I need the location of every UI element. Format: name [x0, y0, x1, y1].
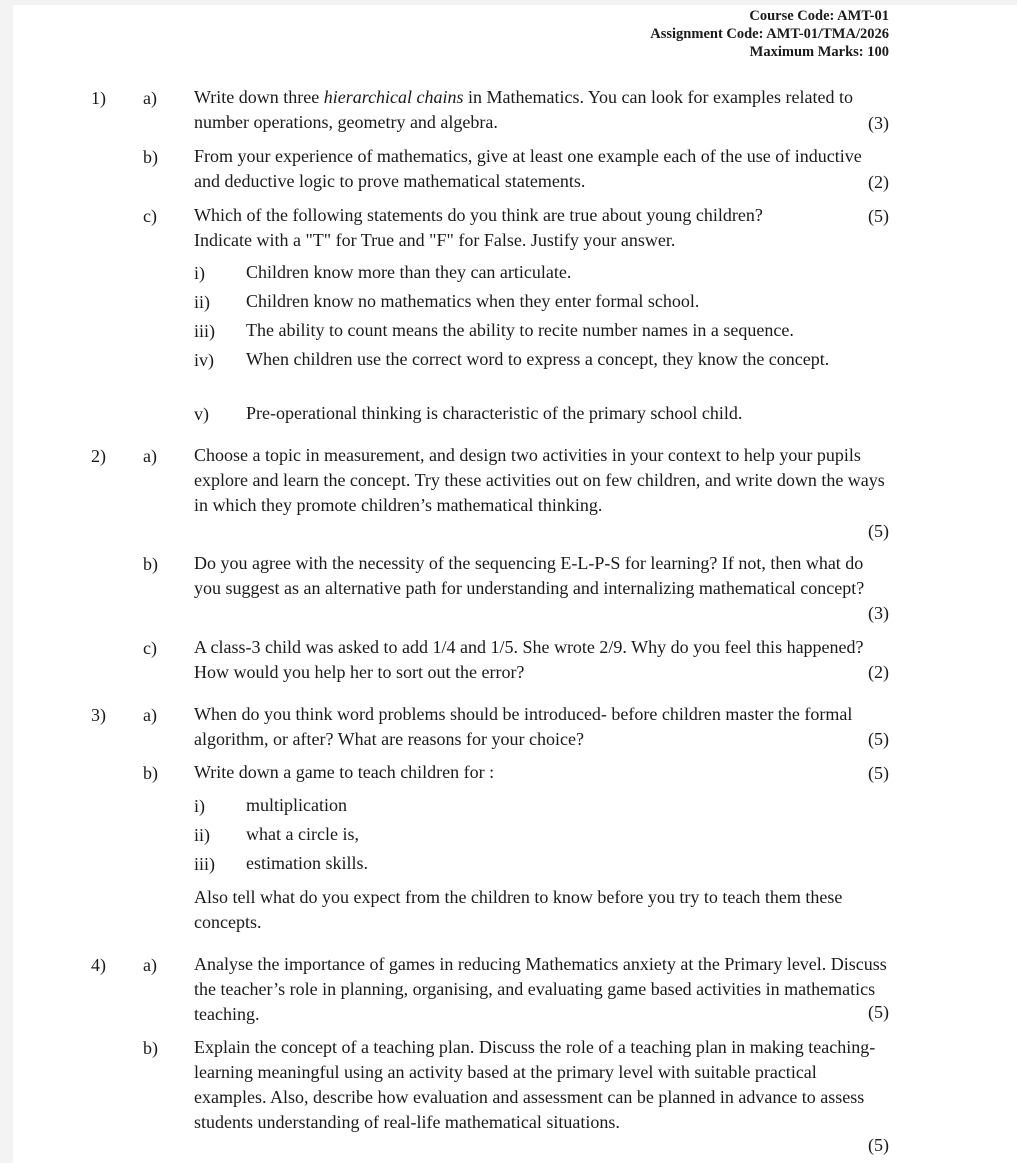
marks: (5) [868, 763, 889, 783]
marks: (5) [868, 1135, 889, 1155]
marks: (5) [868, 521, 889, 541]
question-text: Which of the following statements do you think are true about young children? [194, 205, 763, 225]
part-label: c) [143, 206, 157, 226]
question-followup-text: Also tell what do you expect from the children to know before you try to teach them these concepts. [194, 887, 843, 932]
assignment-code: Assignment Code: AMT-01/TMA/2026 [650, 26, 889, 42]
subitem-label: i) [194, 263, 205, 283]
subitem-label: ii) [194, 292, 210, 312]
subitem-text: Children know more than they can articulate. [246, 262, 572, 282]
question-text: When do you think word problems should be introduced- before children master the formal algorithm, or after? What are reasons for your choice? [194, 704, 853, 749]
part-label: b) [143, 147, 158, 167]
subitem-label: iv) [194, 350, 214, 370]
marks: (5) [868, 206, 889, 226]
subitem-text: Children know no mathematics when they enter formal school. [246, 291, 700, 311]
question-number: 2) [91, 446, 106, 466]
question-number: 3) [91, 705, 106, 725]
part-label: a) [143, 446, 157, 466]
subitem-text: Pre-operational thinking is characteristic of the primary school child. [246, 403, 743, 423]
part-label: a) [143, 88, 157, 108]
question-text: Do you agree with the necessity of the sequencing E-L-P-S for learning? If not, then what do you suggest as an alternative path for understanding and internalizing mathematical concept? [194, 553, 865, 598]
subitem-label: v) [194, 404, 209, 424]
subitem-text: multiplication [246, 795, 347, 815]
part-label: b) [143, 1038, 158, 1058]
course-code: Course Code: AMT-01 [749, 8, 889, 24]
marks: (2) [868, 172, 889, 192]
question-number: 1) [91, 88, 106, 108]
subitem-text: The ability to count means the ability to recite number names in a sequence. [246, 320, 794, 340]
marks: (2) [868, 662, 889, 682]
part-label: a) [143, 955, 157, 975]
marks: (5) [868, 1002, 889, 1022]
marks: (3) [868, 113, 889, 133]
part-label: b) [143, 554, 158, 574]
question-text: Indicate with a "T" for True and "F" for False. Justify your answer. [194, 230, 676, 250]
part-label: c) [143, 638, 157, 658]
part-label: a) [143, 705, 157, 725]
document-page [13, 5, 1017, 1163]
marks: (5) [868, 729, 889, 749]
subitem-text: When children use the correct word to express a concept, they know the concept. [246, 349, 830, 369]
question-text: Write down a game to teach children for : [194, 762, 495, 782]
subitem-label: iii) [194, 321, 215, 341]
subitem-label: iii) [194, 854, 215, 874]
question-number: 4) [91, 955, 106, 975]
question-text: Analyse the importance of games in reducing Mathematics anxiety at the Primary level. Discuss the teacher’s role in planning, organising, and evaluating game based activities in mathematics teaching. [194, 954, 887, 1024]
question-text [194, 85, 889, 135]
part-label: b) [143, 763, 158, 783]
question-text: From your experience of mathematics, give at least one example each of the use of inductive and deductive logic to prove mathematical statements. [194, 146, 862, 191]
document-header [650, 7, 889, 61]
maximum-marks: Maximum Marks: 100 [749, 44, 889, 60]
subitem-text: estimation skills. [246, 853, 369, 873]
subitem-label: i) [194, 796, 205, 816]
question-text: Explain the concept of a teaching plan. Discuss the role of a teaching plan in making teaching-learning meaningful using an activity based at the primary level with suitable practical examples. Also, describe how evaluation and assessment can be planned in advance to assess students understanding of real-life mathematical situations. [194, 1037, 876, 1132]
subitem-label: ii) [194, 825, 210, 845]
italic-term: hierarchical chains [323, 87, 464, 107]
text-segment: in Mathematics. You can look for examples related to number operations, geometry and algebra. [194, 87, 853, 132]
text-segment: Write down three [194, 87, 324, 107]
marks: (3) [868, 603, 889, 623]
subitem-text: what a circle is, [246, 824, 359, 844]
question-text: A class-3 child was asked to add 1/4 and 1/5. She wrote 2/9. Why do you feel this happened? How would you help her to sort out the error? [194, 637, 864, 682]
question-text: Choose a topic in measurement, and design two activities in your context to help your pupils explore and learn the concept. Try these activities out on few children, and write down the ways in which they promote children’s mathematical thinking. [194, 445, 885, 515]
